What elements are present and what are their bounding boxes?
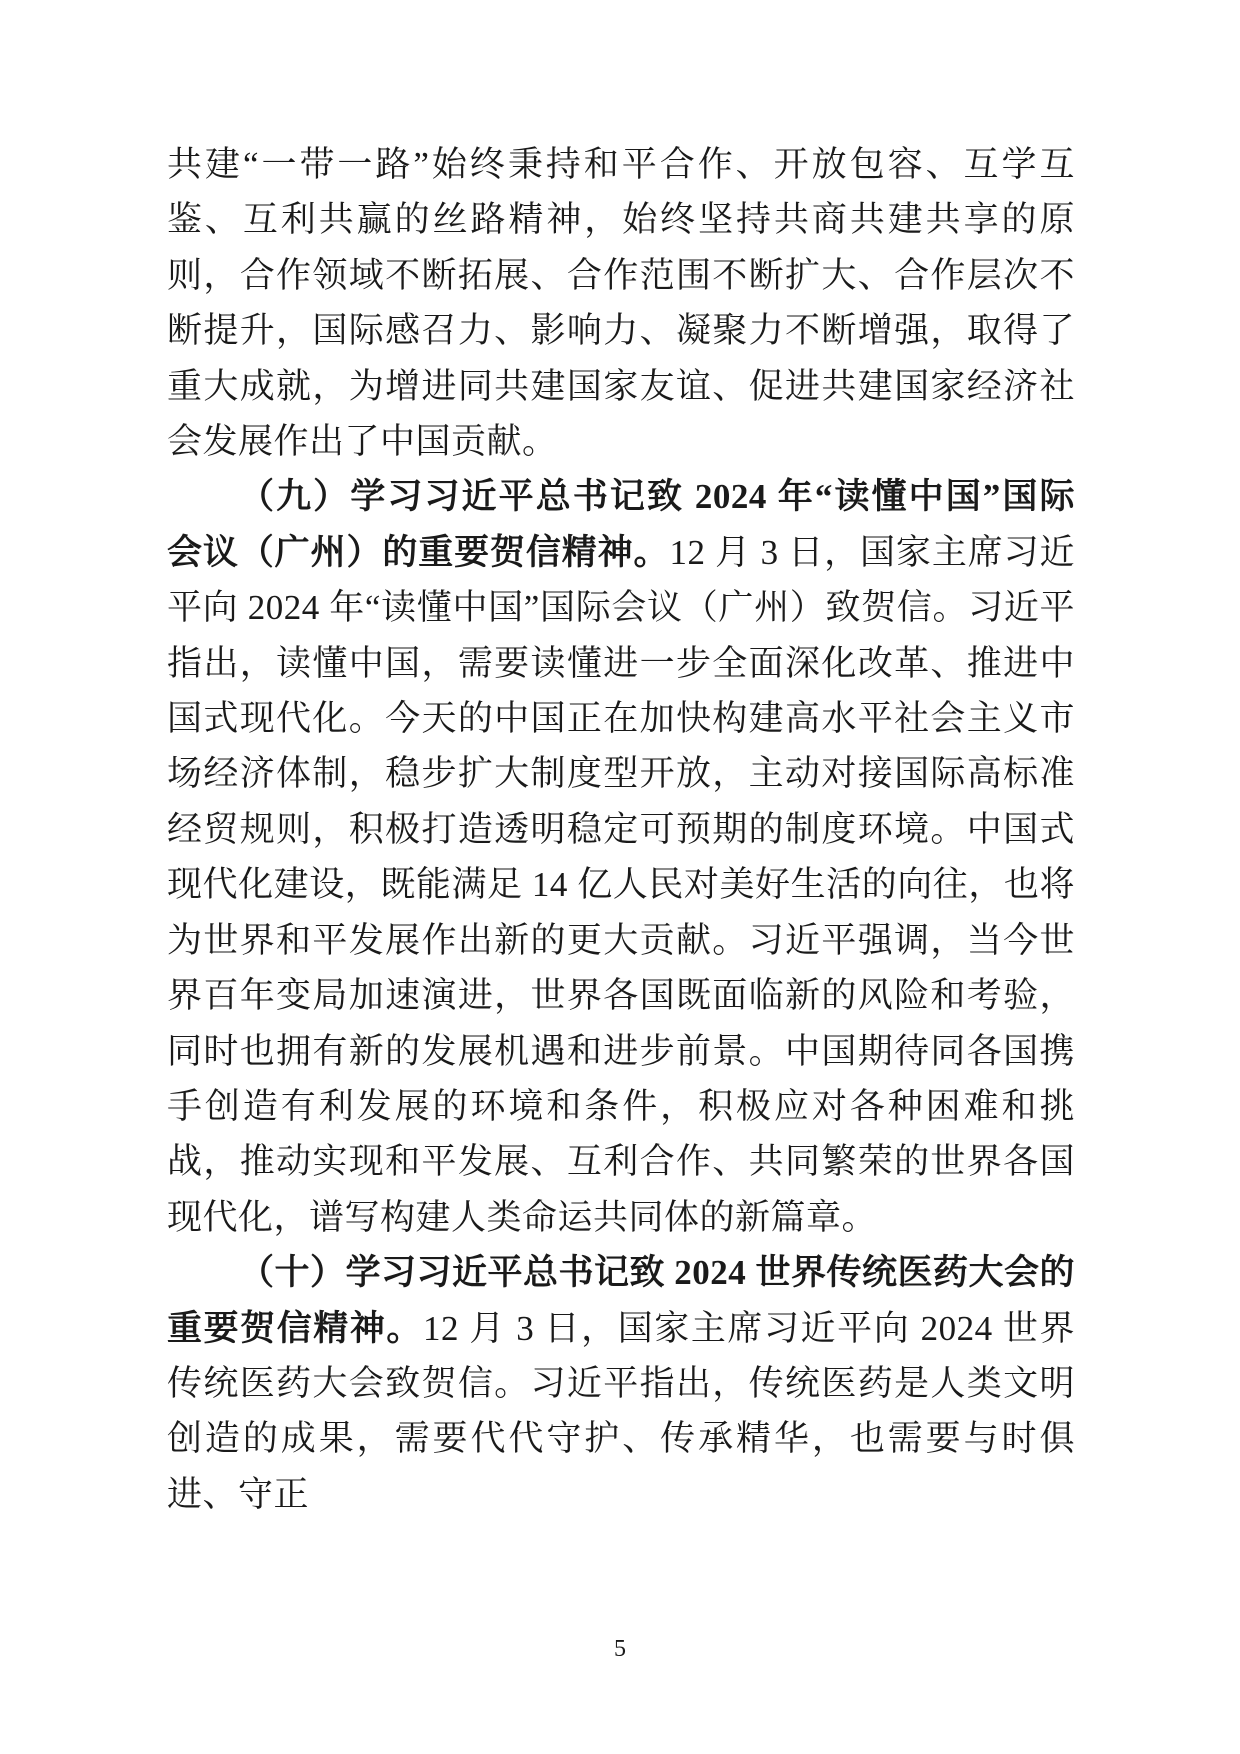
text-segment: 12 月 3 日，国家主席习近平向 2024 年“读懂中国”国际会议（广州）致贺信。习近平指出，读懂中国，需要读懂进一步全面深化改革、推进中国式现代化。今天的中国正在加快构建高水平社会主义市场经济体制，稳步扩大制度型开放，主动对接国际高标准经贸规则，积极打造透明稳定可预期的制度环境。中国式现代化建设，既能满足 14 亿人民对美好生活的向往，也将为世界和平发展作出新的更大贡献。习近平强调，当今世界百年变局加速演进，世界各国既面临新的风险和考验，同时也拥有新的发展机遇和进步前景。中国期待同各国携手创造有利发展的环境和条件，积极应对各种困难和挑战，推动实现和平发展、互利合作、共同繁荣的世界各国现代化，谱写构建人类命运共同体的新篇章。 bbox=[167, 532, 1075, 1237]
text-segment: 共建“一带一路”始终秉持和平合作、开放包容、互学互鉴、互利共赢的丝路精神，始终坚持共商共建共享的原则，合作领域不断拓展、合作范围不断扩大、合作层次不断提升，国际感召力、影响力、凝聚力不断增强，取得了重大成就，为增进同共建国家友谊、促进共建国家经济社会发展作出了中国贡献。 bbox=[167, 145, 1075, 462]
paragraph bbox=[167, 469, 1075, 1245]
paragraph bbox=[167, 137, 1075, 469]
text-segment: 12 月 3 日，国家主席习近平向 2024 世界传统医药大会致贺信。习近平指出，传统医药是人类文明创造的成果，需要代代守护、传承精华，也需要与时俱进、守正 bbox=[167, 1308, 1075, 1514]
document-body bbox=[167, 137, 1075, 1522]
page-number: 5 bbox=[614, 1636, 626, 1662]
paragraph bbox=[167, 1245, 1075, 1522]
heading-segment: （十）学习习近平总书记致 2024 世界传统医药大会的重要贺信精神。 bbox=[167, 1253, 1076, 1348]
heading-segment: （九）学习习近平总书记致 2024 年“读懂中国”国际会议（广州）的重要贺信精神。 bbox=[167, 477, 1075, 572]
page-footer bbox=[0, 1636, 1240, 1663]
